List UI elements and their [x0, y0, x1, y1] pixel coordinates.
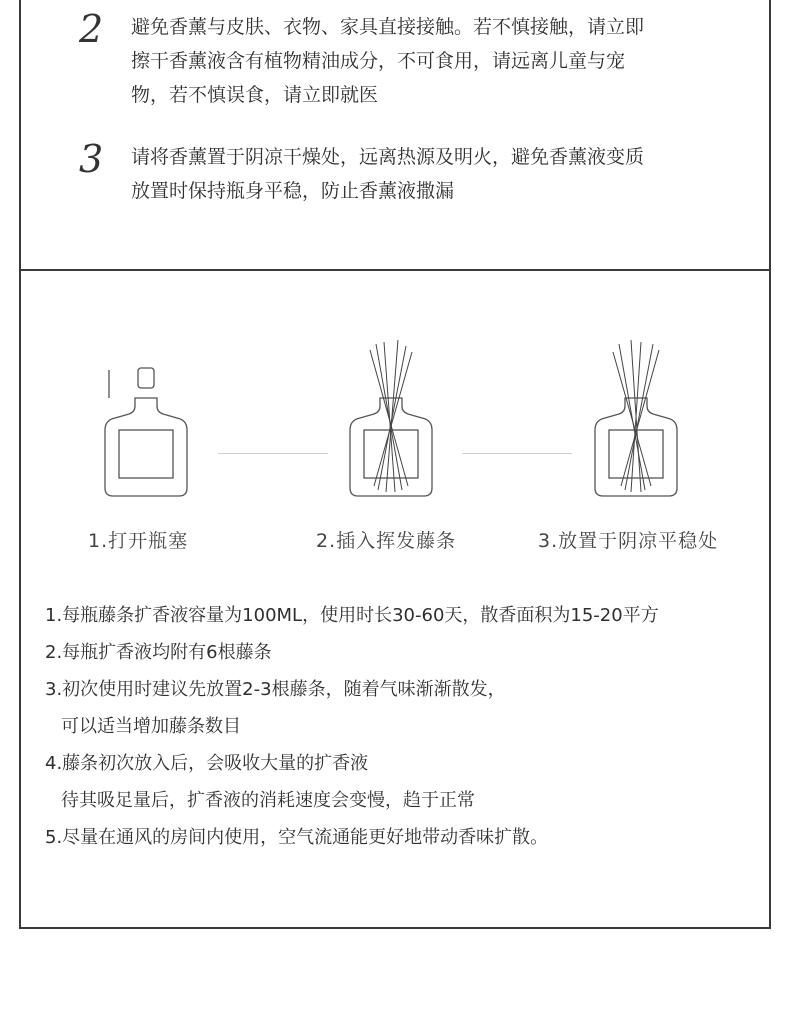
caution-line: 物，若不慎误食，请立即就医: [131, 84, 379, 106]
caution-text: [131, 10, 741, 112]
info-line: 2.每瓶扩香液均附有6根藤条: [45, 642, 272, 663]
step-connector: [218, 453, 328, 454]
info-line: 5.尽量在通风的房间内使用，空气流通能更好地带动香味扩散。: [45, 827, 549, 848]
info-line: 3.初次使用时建议先放置2-3根藤条，随着气味渐渐散发，: [45, 679, 506, 700]
caution-line: 避免香薰与皮肤、衣物、家具直接接触。若不慎接触，请立即: [131, 16, 645, 38]
bottle-with-reeds-icon: [340, 340, 450, 500]
caution-text: [131, 140, 741, 208]
step-label-3: 3.放置于阴凉平稳处: [538, 530, 719, 552]
info-line: 1.每瓶藤条扩香液容量为100ML，使用时长30-60天，散香面积为15-20平方: [45, 605, 659, 626]
info-line: 可以适当增加藤条数目: [61, 716, 241, 737]
usage-info-list: [45, 597, 735, 856]
caution-number: 2: [79, 7, 104, 51]
step-label-1: 1.打开瓶塞: [88, 530, 189, 552]
info-line: 4.藤条初次放入后，会吸收大量的扩香液: [45, 753, 369, 774]
caution-line: 放置时保持瓶身平稳，防止香薰液撒漏: [131, 180, 455, 202]
caution-line: 请将香薰置于阴凉干燥处，远离热源及明火，避免香薰液变质: [131, 146, 645, 168]
info-line: 待其吸足量后，扩香液的消耗速度会变慢，趋于正常: [61, 790, 475, 811]
caution-number: 3: [79, 137, 104, 181]
bottle-placed-icon: [585, 340, 695, 500]
open-bottle-icon: [95, 360, 205, 500]
step-connector: [462, 453, 572, 454]
caution-line: 擦干香薰液含有植物精油成分，不可食用，请远离儿童与宠: [131, 50, 626, 72]
step-label-2: 2.插入挥发藤条: [316, 530, 457, 552]
cautions-panel: [19, 0, 771, 271]
